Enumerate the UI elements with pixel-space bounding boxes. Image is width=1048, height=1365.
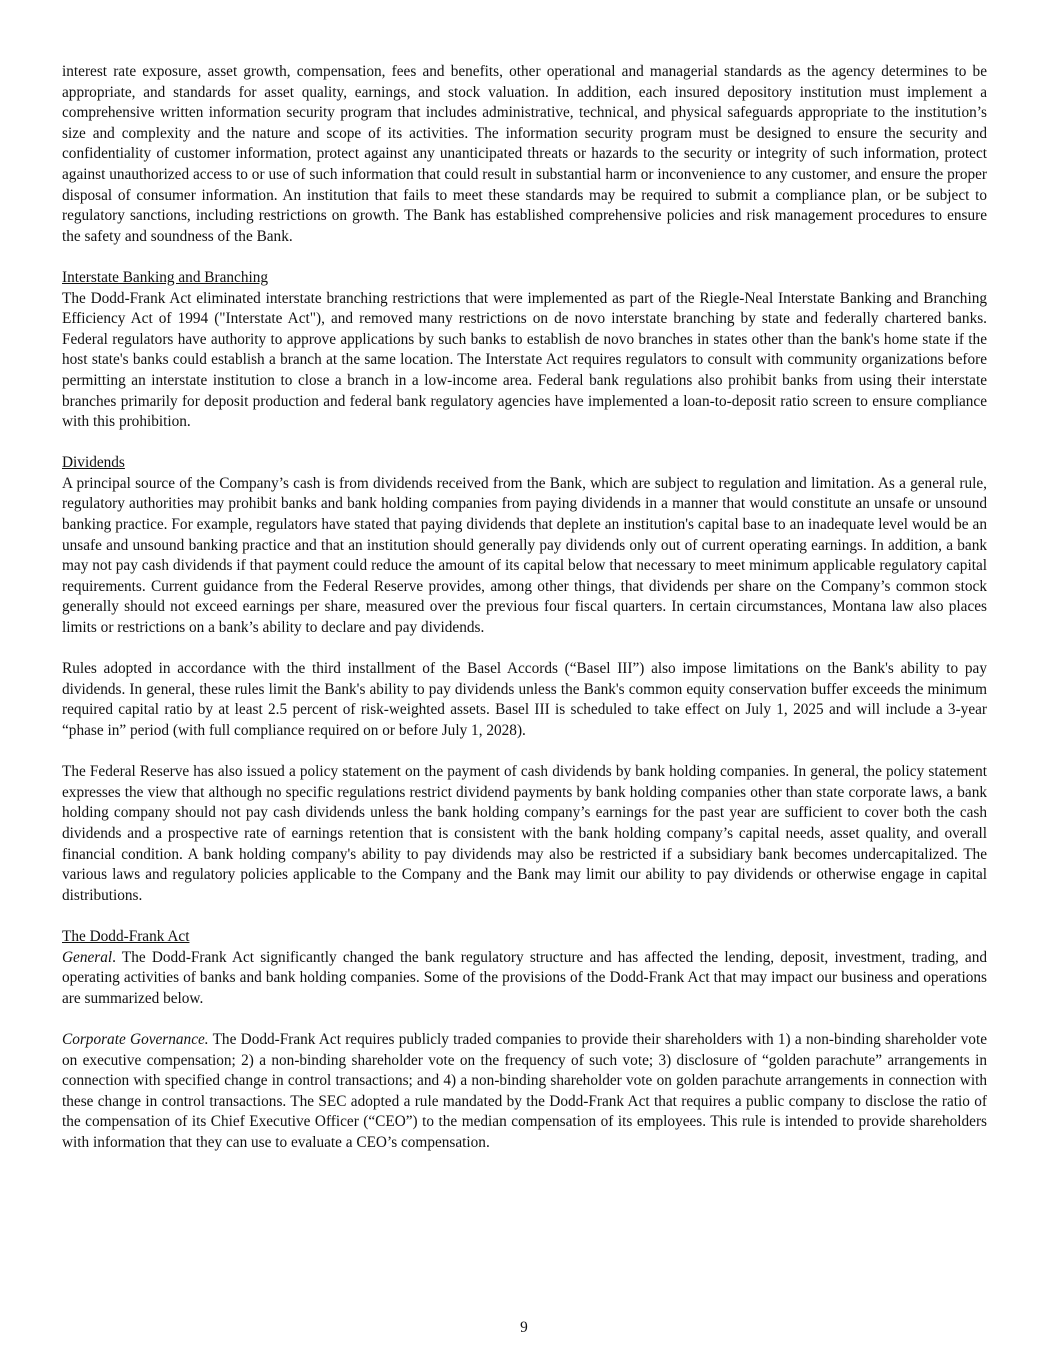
paragraph-interstate: The Dodd-Frank Act eliminated interstate branching restrictions that were implemented as part of the Riegle-Neal Interstate Banking and Branching Efficiency Act of 1994 ("Interstate Act"), and removed many restrictions on de novo interstate branching by state and federally chartered banks. Federal regulators have authority to approve applications by such banks to establish de novo branches in states other than the bank's home state if the host state's banks could establish a branch at the same location. The Interstate Act requires regulators to consult with community organizations before permitting an interstate institution to close a branch in a low-income area. Federal bank regulations also prohibit banks from using their interstate branches primarily for deposit production and federal bank regulatory agencies have implemented a loan-to-deposit ratio screen to ensure compliance with this prohibition.	[62, 289, 987, 431]
lead-general: General	[62, 948, 113, 966]
section-dividends	[62, 453, 987, 474]
page-number: 9	[520, 1319, 528, 1336]
document-page	[62, 62, 987, 1174]
lead-corporate-governance: Corporate Governance.	[62, 1030, 209, 1048]
paragraph-dividends-source: A principal source of the Company’s cash is from dividends received from the Bank, which are subject to regulation and limitation. As a general rule, regulatory authorities may prohibit banks and bank holding companies from paying dividends in a manner that would constitute an unsafe or unsound banking practice. For example, regulators have stated that paying dividends that deplete an institution's capital base to an inadequate level would be an unsafe and unsound banking practice and that an institution should generally pay dividends only out of current operating earnings. In addition, a bank may not pay cash dividends if that payment could reduce the amount of its capital below that necessary to meet minimum applicable regulatory capital requirements. Current guidance from the Federal Reserve provides, among other things, that dividends per share on the Company’s common stock generally should not exceed earnings per share, measured over the previous four fiscal quarters. In certain circumstances, Montana law also places limits or restrictions on a bank’s ability to declare and pay dividends.	[62, 474, 987, 637]
heading-interstate-banking: Interstate Banking and Branching	[62, 268, 269, 286]
paragraph-general-text: . The Dodd-Frank Act significantly changed the bank regulatory structure and has affected the lending, deposit, investment, trading, and operating activities of banks and bank holding companies. Some of the provisions of the Dodd-Frank Act that may impact our business and operations are summarized below.	[62, 948, 987, 1007]
paragraph-federal-reserve-policy: The Federal Reserve has also issued a policy statement on the payment of cash dividends by bank holding companies. In general, the policy statement expresses the view that although no specific regulations restrict dividend payments by bank holding companies other than state corporate laws, a bank holding company should not pay cash dividends unless the bank holding company’s earnings for the past year are sufficient to cover both the cash dividends and a prospective rate of earnings retention that is consistent with the bank holding company’s capital needs, asset quality, and overall financial condition. A bank holding company's ability to pay dividends may also be restricted if a subsidiary bank becomes undercapitalized. The various laws and regulatory policies applicable to the Company and the Bank may limit our ability to pay dividends or otherwise engage in capital distributions.	[62, 763, 987, 904]
paragraph-corporate-governance-text: The Dodd-Frank Act requires publicly traded companies to provide their shareholders with 1) a non-binding shareholder vote on executive compensation; 2) a non-binding shareholder vote on the frequency of such vote; 3) disclosure of “golden parachute” arrangements in connection with specified change in control transactions; and 4) a non-binding shareholder vote on golden parachute arrangements in connection with these change in control transactions. The SEC adopted a rule mandated by the Dodd-Frank Act that requires a public company to disclose the ratio of the compensation of its Chief Executive Officer (“CEO”) to the median compensation of its employees. This rule is intended to provide shareholders with information that they can use to evaluate a CEO’s compensation.	[62, 1030, 987, 1151]
paragraph-corporate-governance	[62, 1030, 987, 1154]
section-interstate	[62, 268, 987, 289]
paragraph-basel-iii: Rules adopted in accordance with the third installment of the Basel Accords (“Basel III”) also impose limitations on the Bank's ability to pay dividends. In general, these rules limit the Bank's ability to pay dividends unless the Bank's common equity conservation buffer exceeds the minimum required capital ratio by at least 2.5 percent of risk-weighted assets. Basel III is scheduled to take effect on July 1, 2025 and will include a 3-year “phase in” period (with full compliance required on or before July 1, 2028).	[62, 660, 987, 739]
heading-dodd-frank: The Dodd-Frank Act	[62, 927, 190, 945]
paragraph-standards: interest rate exposure, asset growth, compensation, fees and benefits, other operational and managerial standards as the agency determines to be appropriate, and standards for asset quality, earnings, and stock valuation. In addition, each insured depository institution must implement a comprehensive written information security program that includes administrative, technical, and physical safeguards appropriate to the institution’s size and complexity and the nature and scope of its activities. The information security program must be designed to ensure the security and confidentiality of customer information, protect against any unanticipated threats or hazards to the security or integrity of such information, protect against unauthorized access to or use of such information that could result in substantial harm or inconvenience to any customer, and ensure the proper disposal of consumer information. An institution that fails to meet these standards may be required to submit a compliance plan, or be subject to regulatory sanctions, including restrictions on growth. The Bank has established comprehensive policies and risk management procedures to ensure the safety and soundness of the Bank.	[62, 63, 987, 245]
heading-dividends: Dividends	[62, 454, 125, 472]
section-dodd-frank	[62, 927, 987, 948]
paragraph-general	[62, 948, 987, 1010]
